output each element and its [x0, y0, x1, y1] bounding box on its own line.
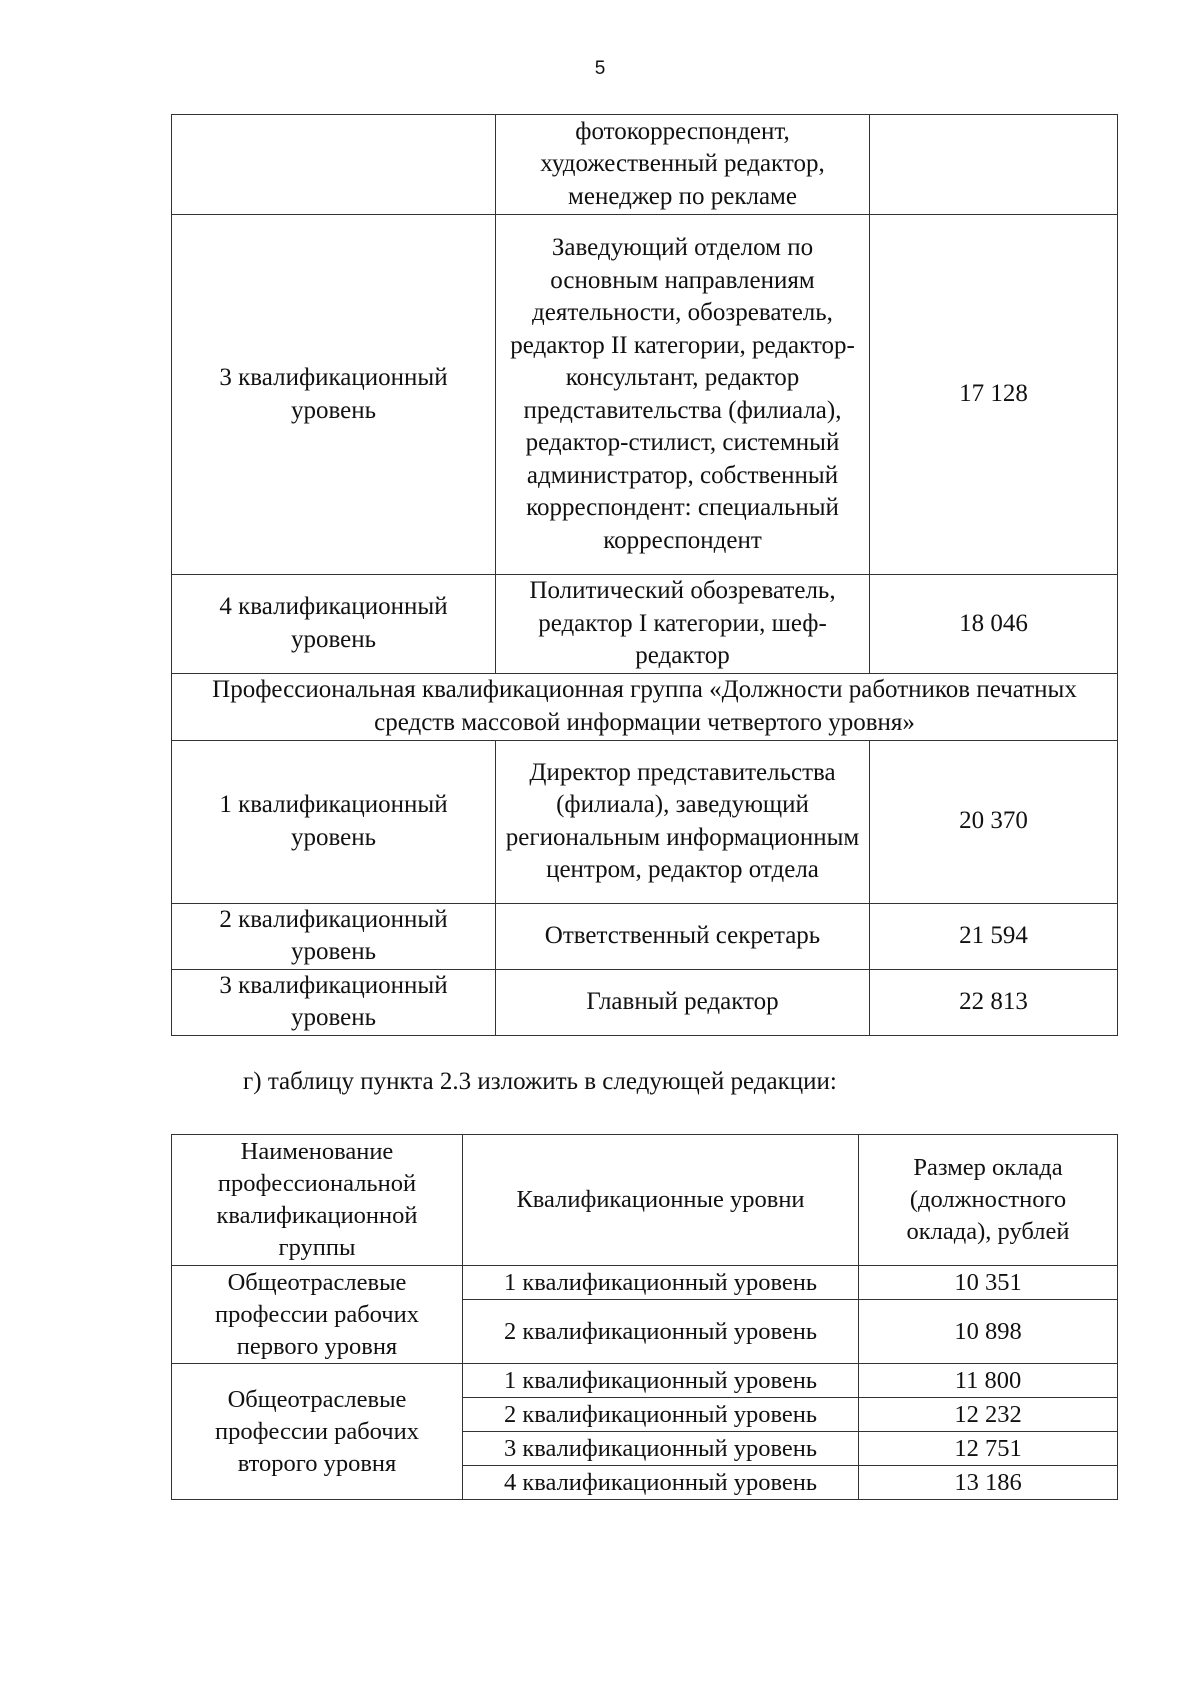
- salary-cell: 22 813: [870, 969, 1118, 1035]
- level-cell: 1 квалификационный уровень: [463, 1364, 859, 1398]
- salary-cell: 10 351: [859, 1266, 1118, 1300]
- salary-table-continued: [171, 114, 1118, 1036]
- salary-cell: 11 800: [859, 1364, 1118, 1398]
- table-row: [172, 1364, 1118, 1398]
- positions-cell: Ответственный секретарь: [496, 903, 870, 969]
- salary-cell: [870, 115, 1118, 215]
- salary-cell: 17 128: [870, 215, 1118, 575]
- salary-cell: 12 232: [859, 1398, 1118, 1432]
- level-cell: 2 квалификационный уровень: [172, 903, 496, 969]
- salary-cell: 13 186: [859, 1466, 1118, 1500]
- page-number: 5: [594, 58, 606, 79]
- header-levels: Квалификационные уровни: [463, 1135, 859, 1266]
- level-cell: 3 квалификационный уровень: [172, 215, 496, 575]
- positions-cell: фотокорреспондент, художественный редактор, менеджер по рекламе: [496, 115, 870, 215]
- group-header: Профессиональная квалификационная группа «Должности работников печатных средств массовой информации четвертого уровня»: [172, 673, 1118, 740]
- table-header-row: [172, 1135, 1118, 1266]
- salary-cell: 20 370: [870, 740, 1118, 903]
- positions-cell: Директор представительства (филиала), заведующий региональным информационным центром, редактор отдела: [496, 740, 870, 903]
- amendment-paragraph: г) таблицу пункта 2.3 изложить в следующей редакции:: [243, 1068, 837, 1095]
- level-cell: 4 квалификационный уровень: [463, 1466, 859, 1500]
- salary-cell: 12 751: [859, 1432, 1118, 1466]
- group-header-row: [172, 673, 1118, 740]
- positions-cell: Заведующий отделом по основным направлениям деятельности, обозреватель, редактор II категории, редактор-консультант, редактор представительства (филиала), редактор-стилист, системный администратор, собственный корреспондент: специальный корреспондент: [496, 215, 870, 575]
- positions-cell: Политический обозреватель, редактор I категории, шеф-редактор: [496, 575, 870, 674]
- group-name-cell: Общеотраслевые профессии рабочих второго уровня: [172, 1364, 463, 1500]
- level-cell: 3 квалификационный уровень: [463, 1432, 859, 1466]
- level-cell: [172, 115, 496, 215]
- salary-cell: 21 594: [870, 903, 1118, 969]
- header-salary: Размер оклада (должностного оклада), рублей: [859, 1135, 1118, 1266]
- salary-table: [171, 1134, 1118, 1500]
- level-cell: 3 квалификационный уровень: [172, 969, 496, 1035]
- table-row: [172, 969, 1118, 1035]
- level-cell: 1 квалификационный уровень: [172, 740, 496, 903]
- table-row: [172, 1266, 1118, 1300]
- table-row: [172, 903, 1118, 969]
- table-row: [172, 575, 1118, 674]
- level-cell: 4 квалификационный уровень: [172, 575, 496, 674]
- group-name-cell: Общеотраслевые профессии рабочих первого уровня: [172, 1266, 463, 1364]
- level-cell: 2 квалификационный уровень: [463, 1398, 859, 1432]
- table-row: [172, 115, 1118, 215]
- salary-cell: 18 046: [870, 575, 1118, 674]
- positions-cell: Главный редактор: [496, 969, 870, 1035]
- header-group: Наименование профессиональной квалификационной группы: [172, 1135, 463, 1266]
- level-cell: 1 квалификационный уровень: [463, 1266, 859, 1300]
- table-row: [172, 215, 1118, 575]
- salary-cell: 10 898: [859, 1300, 1118, 1364]
- table-row: [172, 740, 1118, 903]
- level-cell: 2 квалификационный уровень: [463, 1300, 859, 1364]
